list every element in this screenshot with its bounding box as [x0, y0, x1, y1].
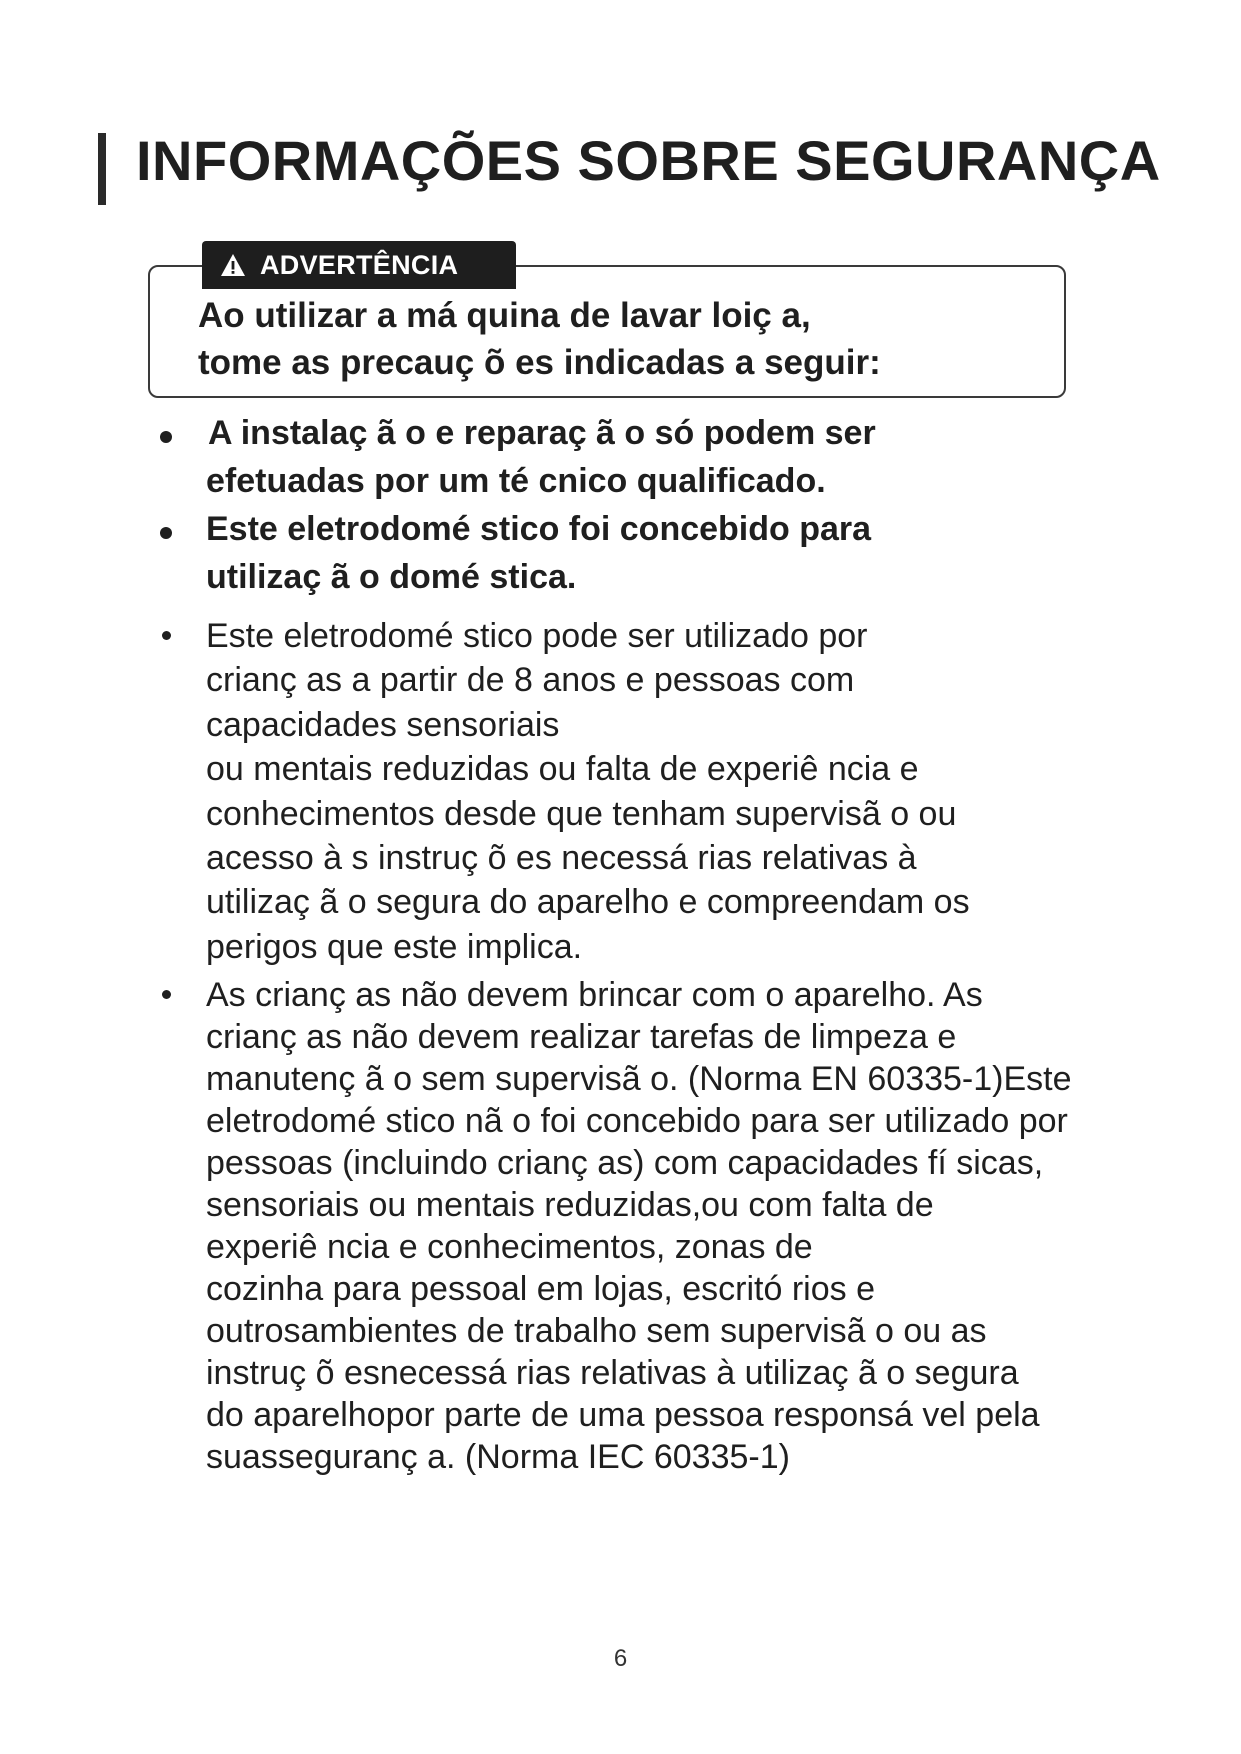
bullet-line: capacidades sensoriais: [206, 705, 560, 744]
bullet-line: A instalaç ã o e reparaç ã o só podem ser: [208, 414, 876, 452]
bullet-line: cozinha para pessoal em lojas, escritó rios e: [206, 1270, 875, 1308]
bullet-line: crianç as não devem realizar tarefas de limpeza e: [206, 1018, 957, 1056]
title-accent-bar: [98, 133, 106, 205]
bullet-text: [208, 409, 1128, 505]
bullet-line: utilizaç ã o segura do aparelho e compreendam os: [206, 883, 970, 922]
bullet-dot-icon: [162, 631, 171, 640]
bullet-line: outrosambientes de trabalho sem supervisã o ou as: [206, 1312, 987, 1350]
warning-tab: [202, 241, 516, 289]
bullet-line: As crianç as não devem brincar com o aparelho. As: [206, 976, 983, 1014]
bullet-line: ou mentais reduzidas ou falta de experiê ncia e: [206, 750, 919, 789]
bullet-text: [206, 505, 1126, 601]
bullet-line: Este eletrodomé stico foi concebido para: [206, 510, 872, 548]
bullet-line: utilizaç ã o domé stica.: [206, 558, 577, 596]
bullet-line: eletrodomé stico nã o foi concebido para ser utilizado por: [206, 1102, 1068, 1140]
warning-label: ADVERTÊNCIA: [260, 249, 459, 280]
page-number: 6: [613, 1645, 628, 1672]
bullet-line: sensoriais ou mentais reduzidas,ou com falta de: [206, 1186, 934, 1224]
bullet-line: experiê ncia e conhecimentos, zonas de: [206, 1228, 813, 1266]
bullet-line: instruç õ esnecessá rias relativas à utilizaç ã o segura: [206, 1354, 1019, 1392]
bullet-line: perigos que este implica.: [206, 927, 583, 966]
bullet-text: [206, 974, 1126, 1478]
bullet-line: do aparelhopor parte de uma pessoa responsá vel pela: [206, 1396, 1040, 1434]
bullet-line: suasseguranç a. (Norma IEC 60335-1): [206, 1438, 790, 1476]
warning-line: tome as precauç õ es indicadas a seguir:: [198, 343, 881, 382]
bullet-line: manutenç ã o sem supervisã o. (Norma EN 60335-1)Este: [206, 1060, 1072, 1098]
bullet-line: Este eletrodomé stico pode ser utilizado por: [206, 617, 868, 655]
bullet-text: [206, 614, 1126, 969]
bullet-dot-icon: [162, 990, 171, 999]
bullet-line: efetuadas por um té cnico qualificado.: [206, 462, 826, 500]
bullet-line: crianç as a partir de 8 anos e pessoas com: [206, 661, 855, 700]
warning-text: [198, 292, 1058, 386]
page-title: INFORMAÇÕES SOBRE SEGURANÇA: [136, 129, 1161, 192]
bullet-dot-icon: [160, 527, 172, 539]
bullet-line: conhecimentos desde que tenham supervisã o ou: [206, 794, 957, 833]
warning-triangle-icon: [220, 253, 246, 277]
warning-line: Ao utilizar a má quina de lavar loiç a,: [198, 296, 811, 335]
bullet-dot-icon: [160, 431, 172, 443]
bullet-line: pessoas (incluindo crianç as) com capacidades fí sicas,: [206, 1144, 1044, 1182]
bullet-line: acesso à s instruç õ es necessá rias relativas à: [206, 839, 917, 878]
